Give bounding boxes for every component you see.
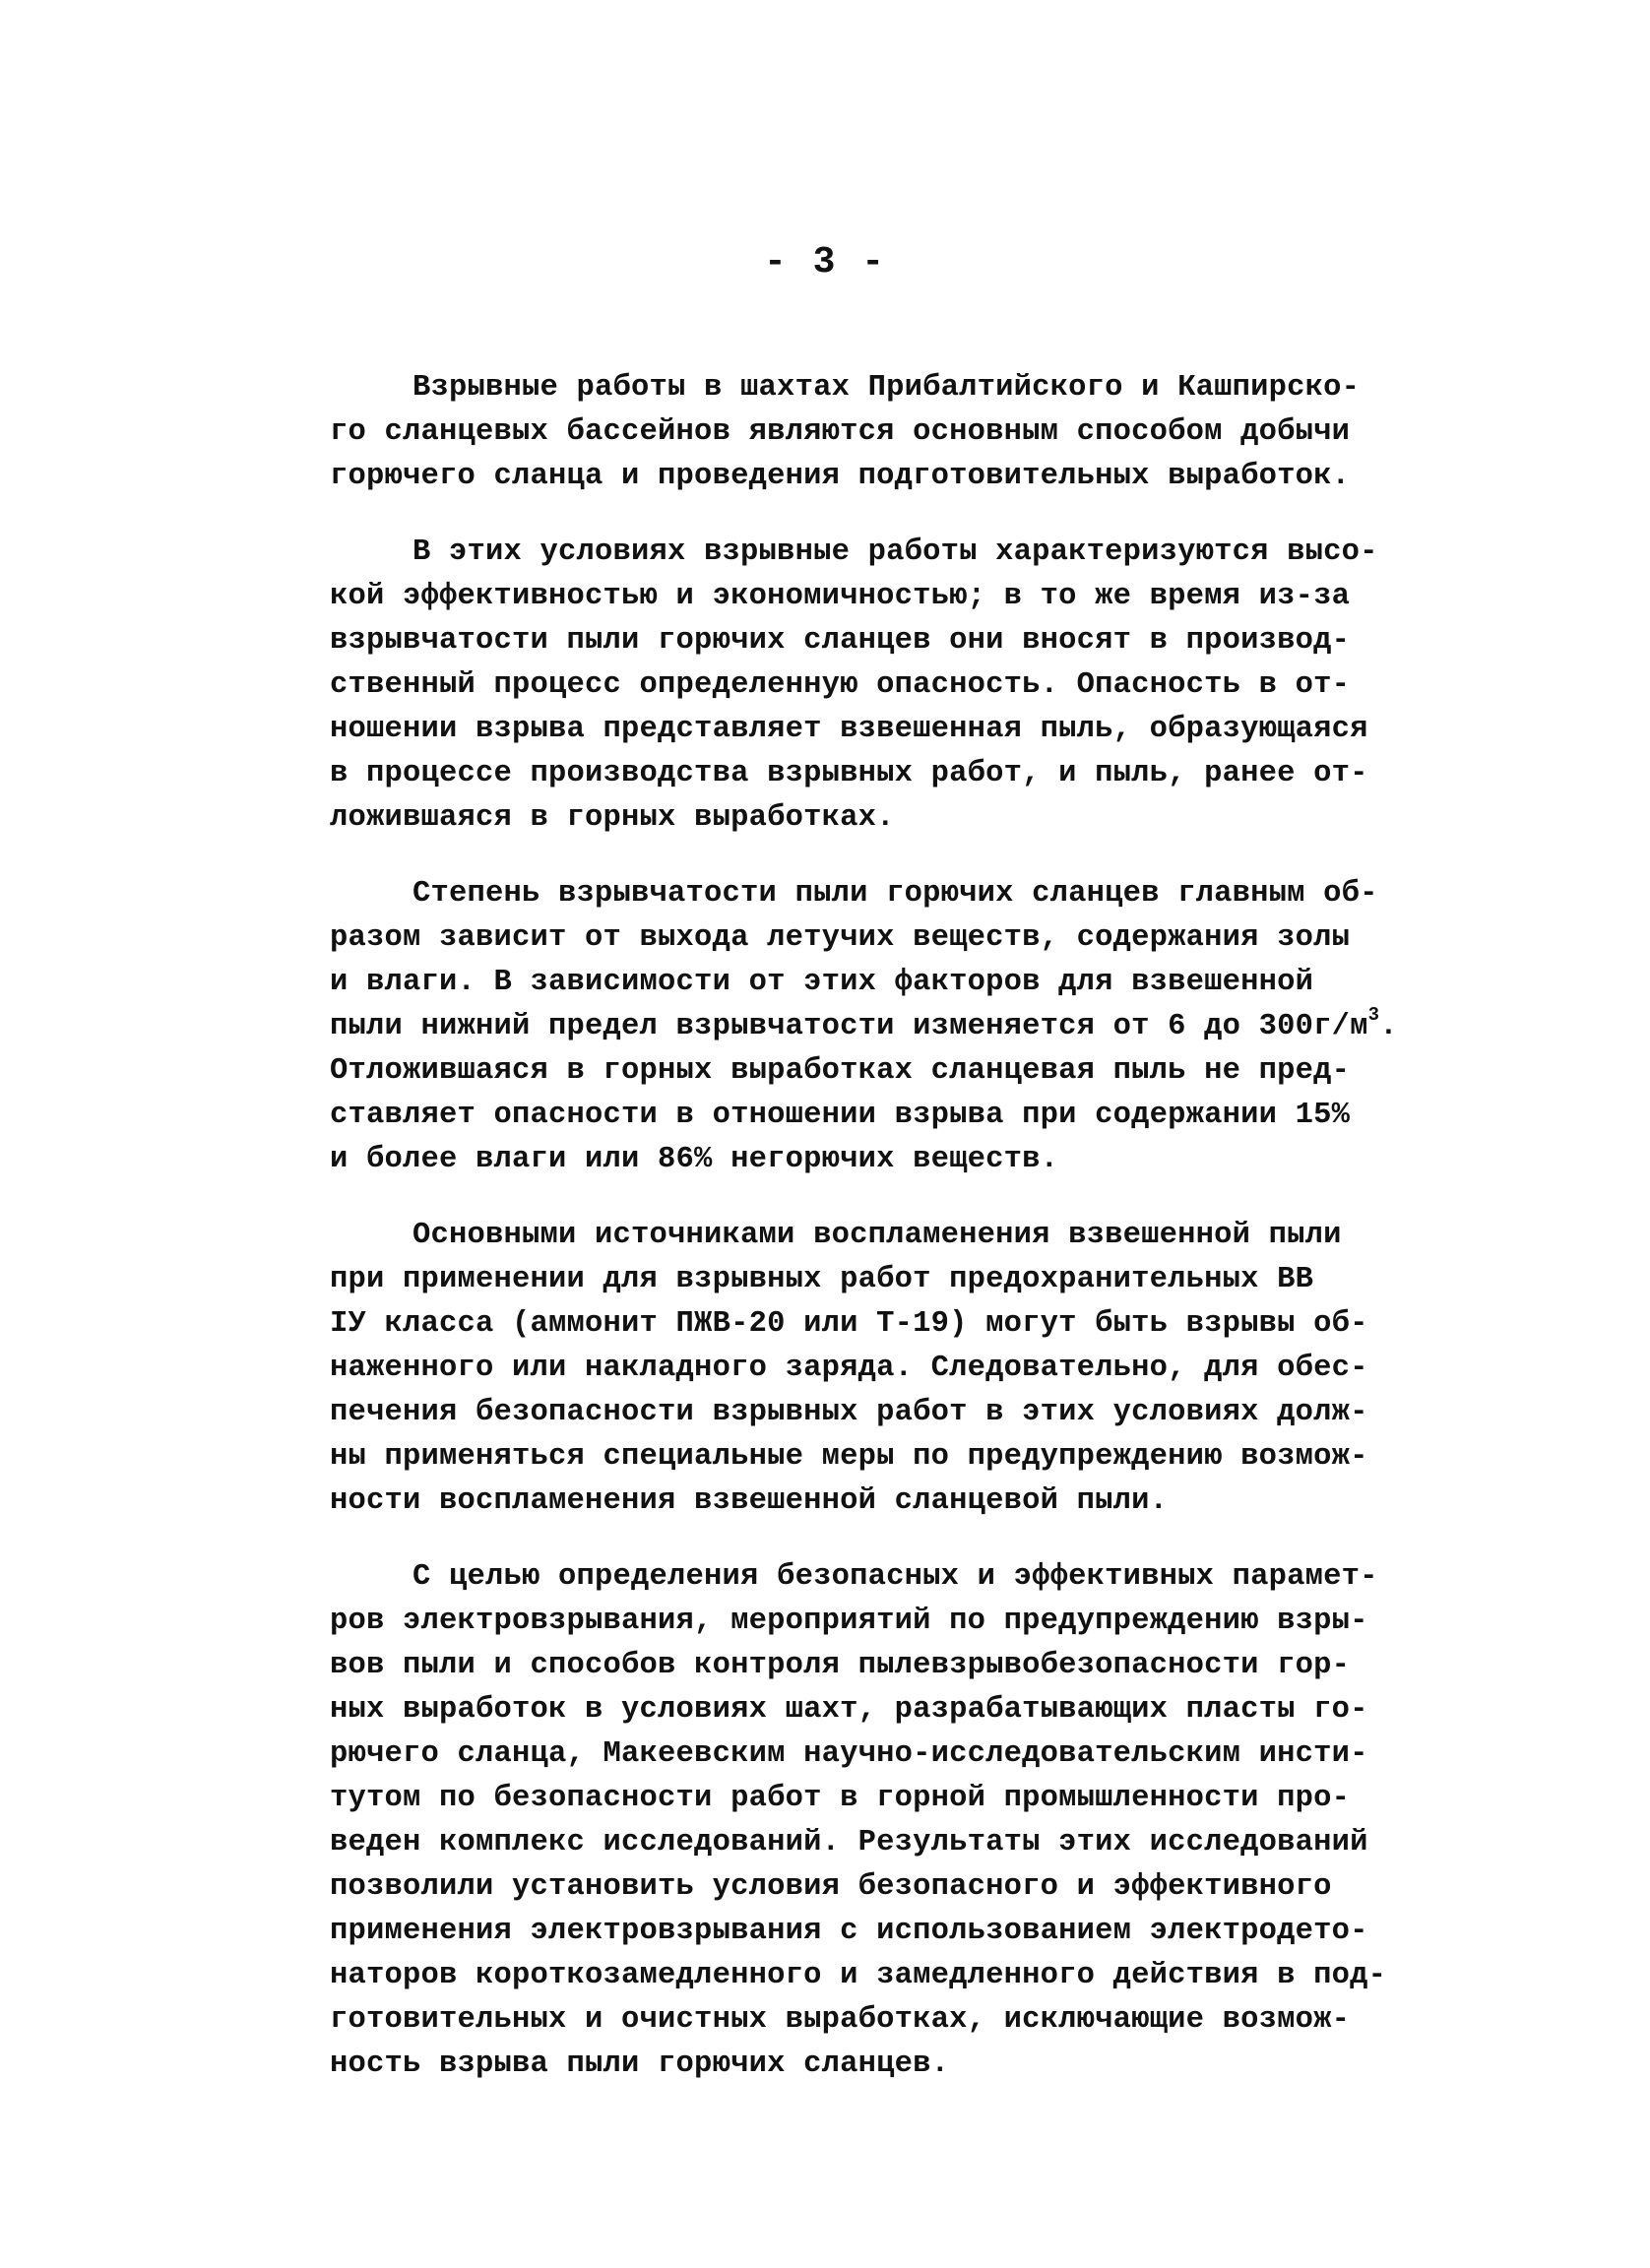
text-line: вов пыли и способов контроля пылевзрывобезопасности гор-: [330, 1649, 1351, 1682]
text-line: ственный процесс определенную опасность. Опасность в от-: [330, 668, 1351, 702]
text-line: С целью определения безопасных и эффективных парамет-: [412, 1560, 1378, 1594]
text-line: и более влаги или 86% негорючих веществ.: [330, 1143, 1059, 1176]
paragraph-4: [330, 1214, 1373, 1524]
text-line: ны применяться специальные меры по предупреждению возмож-: [330, 1440, 1368, 1474]
text-line: ставляет опасности в отношении взрыва при содержании 15%: [330, 1099, 1351, 1132]
text-line: взрывчатости пыли горючих сланцев они вносят в производ-: [330, 624, 1351, 658]
text-line: горючего сланца и проведения подготовительных выработок.: [330, 460, 1351, 493]
text-line: Основными источниками воспламенения взвешенной пыли: [412, 1219, 1342, 1252]
paragraph-5: [330, 1555, 1387, 2087]
text-line: разом зависит от выхода летучих веществ, содержания золы: [330, 921, 1351, 955]
superscript: 3: [1367, 1004, 1380, 1026]
text-fragment: пыли нижний предел взрывчатости изменяется от 6 до 300г/м: [330, 1010, 1368, 1043]
text-line: в процессе производства взрывных работ, и пыль, ранее от-: [330, 757, 1368, 790]
text-line: ных выработок в условиях шахт, разрабатывающих пласты го-: [330, 1693, 1368, 1727]
text-line: ложившаяся в горных выработках.: [330, 801, 895, 835]
text-line: IУ класса (аммонит ПЖВ-20 или Т-19) могут быть взрывы об-: [330, 1307, 1368, 1341]
text-line: ров электровзрывания, мероприятий по предупреждению взры-: [330, 1605, 1368, 1638]
text-line: готовительных и очистных выработках, исключающие возмож-: [330, 2003, 1351, 2037]
text-fragment: .: [1379, 1010, 1398, 1043]
text-line: ношении взрыва представляет взвешенная пыль, образующаяся: [330, 713, 1368, 746]
text-line: Степень взрывчатости пыли горючих сланцев главным об-: [412, 877, 1378, 911]
text-line: применения электровзрывания с использованием электродето-: [330, 1915, 1368, 1948]
text-line: печения безопасности взрывных работ в этих условиях долж-: [330, 1396, 1368, 1429]
text-line: наторов короткозамедленного и замедленного действия в под-: [330, 1959, 1387, 1992]
text-line: рючего сланца, Макеевским научно-исследовательским инсти-: [330, 1737, 1368, 1771]
text-line: веден комплекс исследований. Результаты этих исследований: [330, 1826, 1368, 1859]
text-line: и влаги. В зависимости от этих факторов для взвешенной: [330, 966, 1314, 999]
text-line: кой эффективностью и экономичностью; в то же время из-за: [330, 580, 1351, 613]
paragraph-3: [330, 872, 1398, 1182]
text-line: В этих условиях взрывные работы характеризуются высо-: [412, 536, 1378, 569]
text-line-with-superscript: [330, 1004, 1398, 1049]
page-number: - 3 -: [763, 241, 887, 284]
text-line: при применении для взрывных работ предохранительных ВВ: [330, 1263, 1314, 1296]
document-body: [330, 366, 1398, 2118]
text-line: позволили установить условия безопасного и эффективного: [330, 1870, 1332, 1904]
text-line: ность взрыва пыли горючих сланцев.: [330, 2048, 950, 2081]
text-line: ности воспламенения взвешенной сланцевой пыли.: [330, 1484, 1169, 1518]
text-line: наженного или накладного заряда. Следовательно, для обес-: [330, 1352, 1368, 1385]
text-line: Отложившаяся в горных выработках сланцевая пыль не пред-: [330, 1054, 1351, 1088]
text-line: го сланцевых бассейнов являются основным способом добычи: [330, 415, 1351, 449]
paragraph-2: [330, 531, 1378, 841]
paragraph-1: [330, 366, 1373, 499]
text-line: тутом по безопасности работ в горной промышленности про-: [330, 1782, 1351, 1815]
text-line: Взрывные работы в шахтах Прибалтийского и Кашпирско-: [412, 371, 1361, 405]
